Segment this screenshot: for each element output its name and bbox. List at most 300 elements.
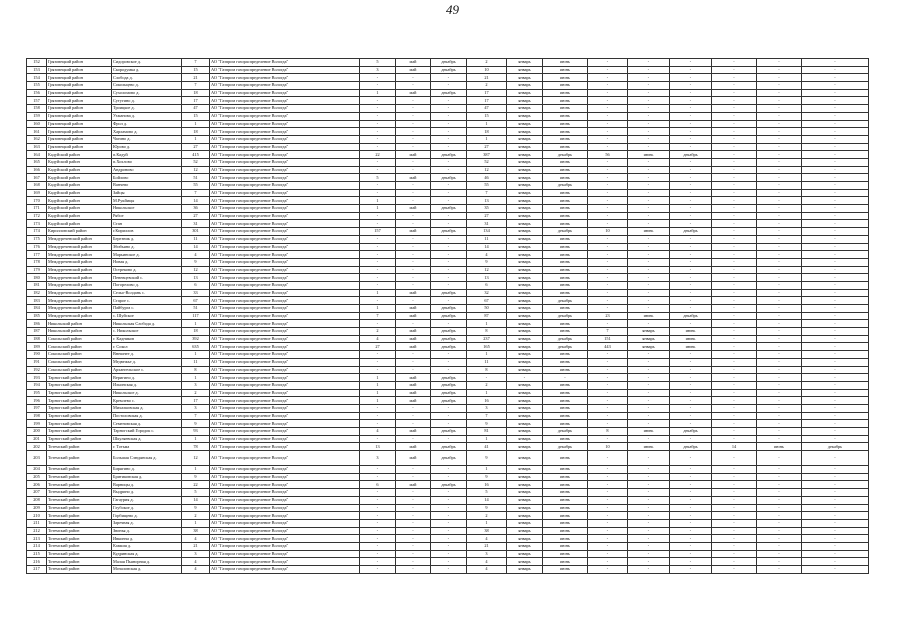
table-cell: - <box>670 166 712 174</box>
table-cell: - <box>588 235 628 243</box>
table-cell: АО "Газпром газораспределение Вологда" <box>210 496 360 504</box>
table-cell: - <box>431 197 467 205</box>
table-cell: - <box>628 135 670 143</box>
table-cell: май <box>396 205 431 213</box>
table-cell: - <box>712 189 757 197</box>
table-cell: - <box>712 143 757 151</box>
table-cell: январь <box>507 451 543 466</box>
table-cell: июнь <box>543 158 588 166</box>
table-cell: - <box>757 312 802 320</box>
table-cell: - <box>757 281 802 289</box>
table-cell: - <box>588 412 628 420</box>
table-cell: - <box>712 504 757 512</box>
table-cell: декабрь <box>431 443 467 451</box>
table-cell: - <box>757 496 802 504</box>
table-cell: - <box>757 343 802 351</box>
table-cell: 52 <box>467 158 507 166</box>
table-cell: июнь <box>543 550 588 558</box>
table-cell: январь <box>507 120 543 128</box>
table-cell: июнь <box>543 512 588 520</box>
table-cell: май <box>396 335 431 343</box>
table-cell: январь <box>507 489 543 497</box>
table-cell: - <box>431 281 467 289</box>
table-cell: - <box>360 489 396 497</box>
table-cell: Сутугино д. <box>112 97 182 105</box>
table-cell: 182 <box>27 289 47 297</box>
table-cell: - <box>360 120 396 128</box>
table-cell: - <box>431 135 467 143</box>
table-cell: 212 <box>27 527 47 535</box>
table-cell: май <box>396 397 431 405</box>
table-cell: 165 <box>467 343 507 351</box>
table-cell: - <box>802 128 869 136</box>
table-cell: - <box>757 251 802 259</box>
table-cell: - <box>431 535 467 543</box>
table-cell: 201 <box>27 435 47 443</box>
table-cell: - <box>628 205 670 213</box>
table-row <box>27 320 869 328</box>
table-cell: - <box>588 320 628 328</box>
table-cell: декабрь <box>431 374 467 382</box>
table-cell: - <box>802 66 869 74</box>
table-row <box>27 182 869 190</box>
table-cell: - <box>670 59 712 67</box>
table-cell: - <box>628 473 670 481</box>
table-cell: - <box>431 351 467 359</box>
table-cell: 172 <box>27 212 47 220</box>
table-cell: - <box>802 420 869 428</box>
table-cell: январь <box>507 496 543 504</box>
table-cell: - <box>396 158 431 166</box>
table-cell: 117 <box>182 312 210 320</box>
table-cell: 159 <box>27 112 47 120</box>
table-cell: Сокольский район <box>47 351 112 359</box>
table-cell: - <box>802 412 869 420</box>
table-cell: 217 <box>27 566 47 574</box>
table-cell: - <box>588 305 628 313</box>
table-cell: - <box>431 258 467 266</box>
table-cell: 1 <box>360 89 396 97</box>
table-cell: - <box>360 82 396 90</box>
table-cell: январь <box>507 151 543 159</box>
table-cell: 8 <box>467 328 507 336</box>
table-cell: декабрь <box>543 335 588 343</box>
table-cell: 158 <box>27 105 47 113</box>
table-cell: - <box>588 374 628 382</box>
table-cell: декабрь <box>543 312 588 320</box>
table-cell: Варницы д. <box>112 481 182 489</box>
table-cell: - <box>712 404 757 412</box>
table-cell: Грязовецкий район <box>47 135 112 143</box>
table-cell: 8 <box>588 428 628 436</box>
table-cell: 1 <box>467 120 507 128</box>
table-cell: январь <box>507 358 543 366</box>
table-cell: - <box>628 381 670 389</box>
table-row <box>27 512 869 520</box>
table-cell: июнь <box>628 228 670 236</box>
table-row <box>27 97 869 105</box>
table-cell: АО "Газпром газораспределение Вологда" <box>210 328 360 336</box>
table-cell: - <box>802 558 869 566</box>
table-cell: - <box>670 535 712 543</box>
table-cell: июнь <box>757 443 802 451</box>
table-cell: - <box>712 527 757 535</box>
table-cell: январь <box>507 189 543 197</box>
table-cell: 9 <box>467 420 507 428</box>
table-cell: Сельо-Волдань с. <box>112 289 182 297</box>
table-cell: Междуреченский район <box>47 266 112 274</box>
table-cell: - <box>757 297 802 305</box>
table-cell: - <box>396 358 431 366</box>
table-cell: - <box>757 320 802 328</box>
table-cell: 184 <box>27 305 47 313</box>
table-cell: июнь <box>628 428 670 436</box>
table-cell: - <box>757 374 802 382</box>
table-cell: - <box>802 74 869 82</box>
table-cell: декабрь <box>670 443 712 451</box>
table-cell: - <box>802 535 869 543</box>
table-cell: декабрь <box>670 312 712 320</box>
table-cell: - <box>670 274 712 282</box>
table-cell: 171 <box>27 205 47 213</box>
table-cell: АО "Газпром газораспределение Вологда" <box>210 451 360 466</box>
table-cell: - <box>431 251 467 259</box>
table-cell: - <box>757 428 802 436</box>
table-cell: июнь <box>543 404 588 412</box>
table-cell: июнь <box>543 274 588 282</box>
table-cell: - <box>588 489 628 497</box>
table-cell: - <box>802 228 869 236</box>
table-cell: 4 <box>182 558 210 566</box>
table-cell: - <box>712 120 757 128</box>
table-cell: - <box>588 527 628 535</box>
table-cell: - <box>670 320 712 328</box>
table-cell: - <box>712 328 757 336</box>
table-cell: Семеновская д. <box>112 420 182 428</box>
table-cell: Тотемский район <box>47 489 112 497</box>
table-cell: 51 <box>182 174 210 182</box>
table-cell: - <box>360 535 396 543</box>
table-row <box>27 158 869 166</box>
table-cell: июнь <box>543 351 588 359</box>
table-cell: АО "Газпром газораспределение Вологда" <box>210 66 360 74</box>
table-row <box>27 550 869 558</box>
table-cell: 14 <box>467 496 507 504</box>
table-cell: 387 <box>467 151 507 159</box>
table-cell: - <box>802 343 869 351</box>
table-cell: - <box>588 297 628 305</box>
table-cell: - <box>396 105 431 113</box>
table-cell: - <box>757 550 802 558</box>
table-cell: - <box>628 466 670 474</box>
table-cell: 213 <box>27 535 47 543</box>
table-cell: Ванчево <box>112 182 182 190</box>
table-cell: 32 <box>467 289 507 297</box>
table-row <box>27 59 869 67</box>
table-cell: - <box>588 143 628 151</box>
table-cell: - <box>396 512 431 520</box>
table-cell: - <box>802 335 869 343</box>
table-cell: 7 <box>360 312 396 320</box>
table-cell: 211 <box>27 519 47 527</box>
table-cell: 7 <box>182 59 210 67</box>
table-cell: АО "Газпром газораспределение Вологда" <box>210 258 360 266</box>
table-row <box>27 381 869 389</box>
table-cell: - <box>588 566 628 574</box>
table-cell: Архангельское с. <box>112 366 182 374</box>
table-cell: - <box>757 289 802 297</box>
table-cell: январь <box>507 158 543 166</box>
table-cell: 15 <box>182 112 210 120</box>
table-row <box>27 297 869 305</box>
table-cell: 41 <box>467 443 507 451</box>
table-cell: 1 <box>360 389 396 397</box>
table-cell: - <box>431 220 467 228</box>
table-cell: - <box>396 466 431 474</box>
table-cell: - <box>802 82 869 90</box>
table-cell: - <box>360 281 396 289</box>
table-cell: январь <box>507 466 543 474</box>
table-cell: - <box>802 466 869 474</box>
table-cell: - <box>628 212 670 220</box>
table-cell: Междуреченский район <box>47 297 112 305</box>
table-cell: июнь <box>543 389 588 397</box>
table-cell: январь <box>507 404 543 412</box>
table-cell: - <box>757 143 802 151</box>
table-cell: АО "Газпром газораспределение Вологда" <box>210 542 360 550</box>
table-cell: - <box>802 212 869 220</box>
table-cell: июнь <box>543 59 588 67</box>
table-cell: г. Сокол <box>112 343 182 351</box>
table-cell: - <box>396 266 431 274</box>
table-cell: - <box>588 404 628 412</box>
table-cell: - <box>588 542 628 550</box>
table-cell: 204 <box>27 466 47 474</box>
table-cell: май <box>396 66 431 74</box>
table-cell: декабрь <box>431 381 467 389</box>
table-cell: - <box>757 66 802 74</box>
table-cell: 2 <box>467 381 507 389</box>
table-cell: 2 <box>182 389 210 397</box>
table-row <box>27 74 869 82</box>
table-cell: Зайцы <box>112 189 182 197</box>
table-cell: январь <box>507 351 543 359</box>
table-cell: - <box>712 135 757 143</box>
table-cell: - <box>588 451 628 466</box>
table-cell: - <box>588 274 628 282</box>
table-cell: - <box>396 366 431 374</box>
table-cell: - <box>628 251 670 259</box>
table-cell: январь <box>507 527 543 535</box>
table-cell: Междуреченский район <box>47 235 112 243</box>
table-cell: Кадуйский район <box>47 197 112 205</box>
table-cell: декабрь <box>431 151 467 159</box>
table-cell: - <box>396 420 431 428</box>
table-cell: 192 <box>27 366 47 374</box>
table-cell: - <box>670 266 712 274</box>
table-cell: 215 <box>27 550 47 558</box>
table-cell: Звонья д. <box>112 527 182 535</box>
table-cell: АО "Газпром газораспределение Вологда" <box>210 489 360 497</box>
table-cell: - <box>431 266 467 274</box>
table-cell: 180 <box>27 274 47 282</box>
table-cell: 1 <box>467 466 507 474</box>
table-cell: - <box>431 435 467 443</box>
table-cell: АО "Газпром газораспределение Вологда" <box>210 358 360 366</box>
table-cell: - <box>588 366 628 374</box>
table-cell: - <box>802 481 869 489</box>
table-cell: - <box>360 212 396 220</box>
table-cell: - <box>670 82 712 90</box>
table-cell: июнь <box>543 535 588 543</box>
table-cell: 176 <box>27 243 47 251</box>
table-cell: - <box>588 389 628 397</box>
table-cell: - <box>431 512 467 520</box>
table-cell: 55 <box>182 182 210 190</box>
table-cell: 22 <box>182 481 210 489</box>
table-cell: - <box>588 466 628 474</box>
table-cell: - <box>802 512 869 520</box>
table-cell: АО "Газпром газораспределение Вологда" <box>210 473 360 481</box>
table-cell: июнь <box>543 258 588 266</box>
table-row <box>27 566 869 574</box>
table-cell: - <box>802 289 869 297</box>
table-cell: - <box>431 74 467 82</box>
table-cell: 1 <box>182 351 210 359</box>
table-cell: - <box>396 527 431 535</box>
table-cell: АО "Газпром газораспределение Вологда" <box>210 535 360 543</box>
table-cell: 47 <box>182 105 210 113</box>
table-cell: - <box>712 343 757 351</box>
table-cell: - <box>670 566 712 574</box>
table-cell: - <box>588 420 628 428</box>
table-cell: январь <box>507 74 543 82</box>
table-cell: - <box>670 374 712 382</box>
table-cell: январь <box>628 335 670 343</box>
table-row <box>27 266 869 274</box>
table-cell: - <box>670 189 712 197</box>
table-cell: 27 <box>182 143 210 151</box>
table-cell: Тотемский район <box>47 542 112 550</box>
table-cell: декабрь <box>802 443 869 451</box>
table-cell: Бирягино д. <box>112 466 182 474</box>
table-cell: АО "Газпром газораспределение Вологда" <box>210 366 360 374</box>
table-cell: 15 <box>467 112 507 120</box>
table-cell: - <box>360 320 396 328</box>
table-cell: Междуреченский район <box>47 243 112 251</box>
table-cell: - <box>628 128 670 136</box>
table-cell: - <box>360 128 396 136</box>
table-cell: 3 <box>360 451 396 466</box>
table-cell: Камкия д. <box>112 542 182 550</box>
table-cell: АО "Газпром газораспределение Вологда" <box>210 412 360 420</box>
table-cell: Грязовецкий район <box>47 59 112 67</box>
table-cell: июнь <box>543 397 588 405</box>
table-cell: 1 <box>467 519 507 527</box>
table-cell: - <box>396 489 431 497</box>
table-cell: 214 <box>27 542 47 550</box>
table-cell: - <box>431 243 467 251</box>
table-cell: - <box>802 166 869 174</box>
table-cell: - <box>757 489 802 497</box>
table-cell: 178 <box>27 258 47 266</box>
table-cell: 14 <box>182 496 210 504</box>
table-cell: с. Никольское <box>112 328 182 336</box>
table-cell: - <box>588 74 628 82</box>
table-cell: 7 <box>588 328 628 336</box>
table-cell: 18 <box>467 128 507 136</box>
table-cell: 5 <box>360 174 396 182</box>
table-cell: январь <box>507 305 543 313</box>
table-cell: - <box>588 397 628 405</box>
table-cell: - <box>712 235 757 243</box>
table-cell: июнь <box>543 174 588 182</box>
table-cell: 3 <box>182 381 210 389</box>
table-cell: - <box>543 374 588 382</box>
table-cell: декабрь <box>431 343 467 351</box>
table-cell: 167 <box>27 174 47 182</box>
table-row <box>27 197 869 205</box>
table-cell: - <box>360 166 396 174</box>
table-cell: - <box>712 182 757 190</box>
table-cell: - <box>431 404 467 412</box>
table-cell: - <box>802 550 869 558</box>
table-cell: июнь <box>543 189 588 197</box>
table-cell: - <box>588 189 628 197</box>
table-row <box>27 112 869 120</box>
table-cell: - <box>712 451 757 466</box>
table-cell: - <box>670 527 712 535</box>
table-cell: - <box>802 297 869 305</box>
table-cell: - <box>431 297 467 305</box>
table-cell: - <box>670 212 712 220</box>
table-cell: - <box>588 105 628 113</box>
table-cell: - <box>588 519 628 527</box>
table-cell: 193 <box>27 374 47 382</box>
table-row <box>27 66 869 74</box>
table-cell: - <box>628 397 670 405</box>
table-cell: г. Тотьма <box>112 443 182 451</box>
table-cell: Рябое <box>112 212 182 220</box>
table-cell: - <box>396 97 431 105</box>
table-cell: - <box>670 389 712 397</box>
table-cell: 36 <box>182 205 210 213</box>
table-cell: - <box>757 266 802 274</box>
table-cell: - <box>670 358 712 366</box>
table-cell: - <box>396 504 431 512</box>
table-cell: - <box>588 120 628 128</box>
table-cell: январь <box>507 297 543 305</box>
table-cell: - <box>628 274 670 282</box>
table-cell: - <box>802 97 869 105</box>
table-cell: 186 <box>27 320 47 328</box>
table-cell: Марьинское д. <box>112 251 182 259</box>
table-cell: июнь <box>543 519 588 527</box>
table-cell: - <box>588 205 628 213</box>
table-cell: - <box>712 397 757 405</box>
table-cell: - <box>360 158 396 166</box>
table-cell: Никольский район <box>47 320 112 328</box>
table-cell: - <box>396 404 431 412</box>
table-cell: Бритиковская д. <box>112 473 182 481</box>
table-cell: - <box>670 135 712 143</box>
table-cell: 169 <box>27 189 47 197</box>
table-cell: май <box>396 305 431 313</box>
table-cell: - <box>628 527 670 535</box>
table-row <box>27 343 869 351</box>
table-cell: - <box>712 489 757 497</box>
table-cell: 202 <box>27 443 47 451</box>
